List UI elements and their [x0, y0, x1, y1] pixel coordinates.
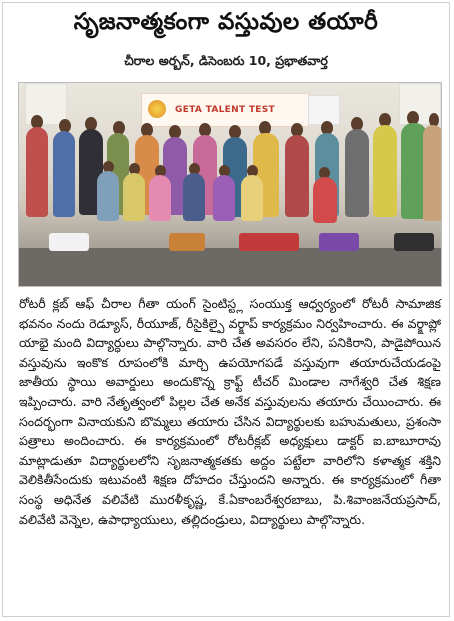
craft-items: [49, 233, 89, 251]
newspaper-clipping: [2, 2, 450, 617]
headline: సృజనాత్మకంగా వస్తువుల తయారీ: [73, 9, 379, 35]
craft-items: [169, 233, 205, 251]
person: [345, 129, 369, 217]
person: [373, 125, 397, 217]
article-body: రోటరీ క్లబ్ ఆఫ్ చీరాల గీతా యంగ్ సైంటిస్ట్ల సంయుక్త ఆధ్వర్యంలో రోటరీ సామాజిక భవనం నందు రెడ్యూస్, రీయూజ్, రీసైకిల్పై వర్క్షాప్ కార్యక్రమం నిర్వహించారు. ఈ వర్క్షాప్లో యాభై మంది విద్యార్ధులు పాల్గొన్నారు. వారి చేత అవసరం లేని, పనికిరాని, పాడైపోయిన వస్తువును ఇంకొక రూపంలోకి మార్చి ఉపయోగపడే వస్తువుగా తయారుచేయడంపై జాతీయ స్థాయి అవార్డులు అందుకొన్న క్రాఫ్ట్ టీచర్ మిండాల నాగేశ్వరి చేత శిక్షణ ఇప్పించారు. వారి నేతృత్వంలో పిల్లల చేత అనేక వస్తువులను తయారు చేయించారు. ఈ సందర్భంగా వినాయకుని బొమ్మలు తయారు చేసిన విద్యార్థులకు బహుమతులు, ప్రశంసా పత్రాలు అందించారు. ఈ కార్యక్రమంలో రోటరీక్లబ్ అధ్యక్షులు డాక్టర్ ఐ.బాబూరావు మాట్లాడుతూ విద్యార్థులలోని సృజనాత్మకతకు అద్దం పట్టేలా వారిలోని కళాత్మక శక్తిని వెలికితీసేందుకు ఇటువంటి శిక్షణ దోహదం చేస్తుందని అన్నారు. ఈ కార్యక్రమంలో గీతా సంస్థ అధినేత వలివేటి మురళీకృష్ణ, కే.ఏకాంబరేశ్వరబాబు, పి.శివాంజనేయప్రసాద్, వలివేటి వెన్నెల, ఉపాధ్యాయులు, తల్లిదండ్రులు, విద్యార్థులు పాల్గొన్నారు.: [19, 296, 441, 527]
person: [97, 171, 119, 221]
display-table: [19, 248, 441, 287]
person: [26, 127, 48, 217]
craft-items: [319, 233, 359, 251]
craft-items: [239, 233, 299, 251]
person: [213, 175, 235, 221]
group-photo: [18, 82, 442, 287]
dateline: చీరాల అర్బన్, డిసెంబరు 10, ప్రభాతవార్త: [124, 53, 328, 68]
person: [183, 173, 205, 221]
person: [149, 175, 171, 221]
person: [123, 173, 145, 221]
person: [53, 131, 75, 217]
banner-text: GETA TALENT TEST: [175, 105, 275, 115]
person: [313, 177, 337, 223]
person: [423, 125, 442, 221]
craft-items: [394, 233, 434, 251]
person: [285, 135, 309, 217]
person: [241, 175, 263, 221]
